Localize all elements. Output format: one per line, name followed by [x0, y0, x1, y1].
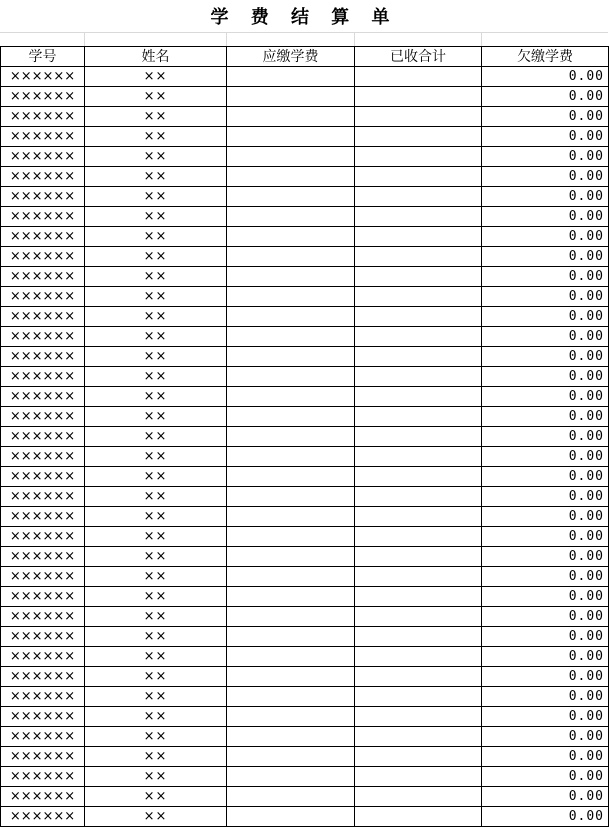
- cell-received-total: [355, 307, 482, 327]
- cell-fee-due: [227, 687, 355, 707]
- cell-owed-fee: 0.00: [482, 627, 609, 647]
- cell-fee-due: [227, 607, 355, 627]
- cell-received-total: [355, 227, 482, 247]
- cell-name: ××: [85, 227, 227, 247]
- cell-owed-fee: 0.00: [482, 767, 609, 787]
- table-row: [1, 347, 609, 367]
- table-row: [1, 407, 609, 427]
- cell-name: ××: [85, 187, 227, 207]
- cell-name: ××: [85, 67, 227, 87]
- cell-owed-fee: 0.00: [482, 247, 609, 267]
- table-row: [1, 467, 609, 487]
- cell-student-id: ××××××: [1, 347, 85, 367]
- cell-name: ××: [85, 407, 227, 427]
- fee-table: [0, 46, 609, 827]
- cell-received-total: [355, 67, 482, 87]
- cell-student-id: ××××××: [1, 107, 85, 127]
- table-row: [1, 587, 609, 607]
- cell-name: ××: [85, 387, 227, 407]
- cell-owed-fee: 0.00: [482, 567, 609, 587]
- table-row: [1, 207, 609, 227]
- cell-owed-fee: 0.00: [482, 267, 609, 287]
- cell-received-total: [355, 687, 482, 707]
- cell-student-id: ××××××: [1, 707, 85, 727]
- cell-name: ××: [85, 147, 227, 167]
- table-row: [1, 787, 609, 807]
- cell-received-total: [355, 407, 482, 427]
- cell-name: ××: [85, 467, 227, 487]
- table-row: [1, 287, 609, 307]
- header-fee-due: 应缴学费: [227, 47, 355, 67]
- table-row: [1, 107, 609, 127]
- table-row: [1, 707, 609, 727]
- table-row: [1, 147, 609, 167]
- cell-name: ××: [85, 427, 227, 447]
- header-student-id: 学号: [1, 47, 85, 67]
- cell-name: ××: [85, 107, 227, 127]
- cell-owed-fee: 0.00: [482, 367, 609, 387]
- cell-student-id: ××××××: [1, 487, 85, 507]
- cell-owed-fee: 0.00: [482, 187, 609, 207]
- cell-student-id: ××××××: [1, 507, 85, 527]
- cell-owed-fee: 0.00: [482, 287, 609, 307]
- cell-fee-due: [227, 527, 355, 547]
- cell-received-total: [355, 547, 482, 567]
- cell-fee-due: [227, 467, 355, 487]
- table-row: [1, 807, 609, 827]
- cell-fee-due: [227, 267, 355, 287]
- table-row: [1, 267, 609, 287]
- cell-name: ××: [85, 367, 227, 387]
- cell-owed-fee: 0.00: [482, 307, 609, 327]
- cell-fee-due: [227, 587, 355, 607]
- cell-received-total: [355, 647, 482, 667]
- cell-owed-fee: 0.00: [482, 527, 609, 547]
- cell-fee-due: [227, 107, 355, 127]
- cell-name: ××: [85, 87, 227, 107]
- cell-fee-due: [227, 807, 355, 827]
- cell-student-id: ××××××: [1, 267, 85, 287]
- cell-received-total: [355, 347, 482, 367]
- cell-received-total: [355, 287, 482, 307]
- cell-student-id: ××××××: [1, 607, 85, 627]
- cell-student-id: ××××××: [1, 367, 85, 387]
- cell-student-id: ××××××: [1, 567, 85, 587]
- cell-name: ××: [85, 347, 227, 367]
- table-row: [1, 727, 609, 747]
- cell-owed-fee: 0.00: [482, 387, 609, 407]
- table-row: [1, 67, 609, 87]
- header-row: [1, 47, 609, 67]
- cell-owed-fee: 0.00: [482, 647, 609, 667]
- cell-received-total: [355, 727, 482, 747]
- table-row: [1, 427, 609, 447]
- cell-owed-fee: 0.00: [482, 547, 609, 567]
- cell-fee-due: [227, 387, 355, 407]
- cell-owed-fee: 0.00: [482, 327, 609, 347]
- cell-fee-due: [227, 327, 355, 347]
- cell-received-total: [355, 207, 482, 227]
- cell-name: ××: [85, 727, 227, 747]
- cell-fee-due: [227, 487, 355, 507]
- table-row: [1, 567, 609, 587]
- cell-student-id: ××××××: [1, 127, 85, 147]
- cell-name: ××: [85, 507, 227, 527]
- cell-student-id: ××××××: [1, 327, 85, 347]
- cell-fee-due: [227, 187, 355, 207]
- header-name: 姓名: [85, 47, 227, 67]
- cell-student-id: ××××××: [1, 767, 85, 787]
- cell-fee-due: [227, 707, 355, 727]
- cell-fee-due: [227, 767, 355, 787]
- table-row: [1, 627, 609, 647]
- cell-owed-fee: 0.00: [482, 787, 609, 807]
- cell-received-total: [355, 327, 482, 347]
- cell-fee-due: [227, 407, 355, 427]
- header-received-total: 已收合计: [355, 47, 482, 67]
- cell-student-id: ××××××: [1, 587, 85, 607]
- cell-received-total: [355, 787, 482, 807]
- cell-student-id: ××××××: [1, 547, 85, 567]
- cell-received-total: [355, 387, 482, 407]
- cell-owed-fee: 0.00: [482, 707, 609, 727]
- cell-owed-fee: 0.00: [482, 347, 609, 367]
- cell-student-id: ××××××: [1, 787, 85, 807]
- cell-student-id: ××××××: [1, 647, 85, 667]
- cell-received-total: [355, 607, 482, 627]
- table-row: [1, 647, 609, 667]
- cell-student-id: ××××××: [1, 627, 85, 647]
- cell-owed-fee: 0.00: [482, 727, 609, 747]
- cell-student-id: ××××××: [1, 807, 85, 827]
- cell-fee-due: [227, 347, 355, 367]
- cell-fee-due: [227, 167, 355, 187]
- cell-name: ××: [85, 247, 227, 267]
- cell-received-total: [355, 747, 482, 767]
- cell-student-id: ××××××: [1, 67, 85, 87]
- cell-fee-due: [227, 787, 355, 807]
- cell-fee-due: [227, 627, 355, 647]
- cell-name: ××: [85, 487, 227, 507]
- cell-owed-fee: 0.00: [482, 467, 609, 487]
- table-row: [1, 547, 609, 567]
- table-row: [1, 367, 609, 387]
- cell-received-total: [355, 247, 482, 267]
- cell-name: ××: [85, 647, 227, 667]
- cell-fee-due: [227, 207, 355, 227]
- cell-received-total: [355, 367, 482, 387]
- cell-fee-due: [227, 247, 355, 267]
- cell-owed-fee: 0.00: [482, 747, 609, 767]
- cell-fee-due: [227, 67, 355, 87]
- cell-name: ××: [85, 327, 227, 347]
- cell-name: ××: [85, 707, 227, 727]
- cell-student-id: ××××××: [1, 247, 85, 267]
- table-row: [1, 447, 609, 467]
- cell-owed-fee: 0.00: [482, 407, 609, 427]
- cell-student-id: ××××××: [1, 407, 85, 427]
- cell-name: ××: [85, 747, 227, 767]
- cell-student-id: ××××××: [1, 527, 85, 547]
- cell-name: ××: [85, 167, 227, 187]
- cell-name: ××: [85, 527, 227, 547]
- cell-name: ××: [85, 547, 227, 567]
- cell-fee-due: [227, 427, 355, 447]
- cell-owed-fee: 0.00: [482, 667, 609, 687]
- table-row: [1, 487, 609, 507]
- table-row: [1, 527, 609, 547]
- cell-owed-fee: 0.00: [482, 447, 609, 467]
- cell-fee-due: [227, 647, 355, 667]
- cell-received-total: [355, 567, 482, 587]
- cell-student-id: ××××××: [1, 167, 85, 187]
- cell-received-total: [355, 147, 482, 167]
- cell-received-total: [355, 427, 482, 447]
- document-title: 学 费 结 算 单: [210, 7, 398, 28]
- cell-fee-due: [227, 567, 355, 587]
- cell-name: ××: [85, 587, 227, 607]
- table-row: [1, 127, 609, 147]
- table-row: [1, 387, 609, 407]
- cell-name: ××: [85, 207, 227, 227]
- cell-received-total: [355, 807, 482, 827]
- cell-name: ××: [85, 687, 227, 707]
- table-row: [1, 507, 609, 527]
- cell-owed-fee: 0.00: [482, 67, 609, 87]
- gridline: [226, 32, 227, 46]
- table-row: [1, 167, 609, 187]
- cell-owed-fee: 0.00: [482, 607, 609, 627]
- table-row: [1, 767, 609, 787]
- table-row: [1, 227, 609, 247]
- cell-received-total: [355, 167, 482, 187]
- table-row: [1, 687, 609, 707]
- cell-name: ××: [85, 307, 227, 327]
- cell-owed-fee: 0.00: [482, 107, 609, 127]
- cell-student-id: ××××××: [1, 387, 85, 407]
- cell-received-total: [355, 627, 482, 647]
- cell-student-id: ××××××: [1, 287, 85, 307]
- table-row: [1, 327, 609, 347]
- cell-student-id: ××××××: [1, 87, 85, 107]
- cell-received-total: [355, 587, 482, 607]
- table-row: [1, 187, 609, 207]
- cell-student-id: ××××××: [1, 727, 85, 747]
- cell-student-id: ××××××: [1, 207, 85, 227]
- cell-fee-due: [227, 307, 355, 327]
- cell-student-id: ××××××: [1, 667, 85, 687]
- cell-name: ××: [85, 667, 227, 687]
- cell-owed-fee: 0.00: [482, 587, 609, 607]
- cell-student-id: ××××××: [1, 227, 85, 247]
- gridline: [481, 32, 482, 46]
- cell-owed-fee: 0.00: [482, 807, 609, 827]
- cell-received-total: [355, 487, 482, 507]
- cell-fee-due: [227, 507, 355, 527]
- cell-owed-fee: 0.00: [482, 427, 609, 447]
- cell-name: ××: [85, 287, 227, 307]
- cell-name: ××: [85, 627, 227, 647]
- cell-fee-due: [227, 727, 355, 747]
- cell-fee-due: [227, 667, 355, 687]
- cell-received-total: [355, 267, 482, 287]
- table-row: [1, 307, 609, 327]
- blank-spacer-row: [0, 32, 608, 47]
- cell-student-id: ××××××: [1, 687, 85, 707]
- cell-received-total: [355, 707, 482, 727]
- cell-fee-due: [227, 127, 355, 147]
- cell-name: ××: [85, 787, 227, 807]
- cell-student-id: ××××××: [1, 427, 85, 447]
- cell-name: ××: [85, 127, 227, 147]
- cell-received-total: [355, 507, 482, 527]
- cell-name: ××: [85, 267, 227, 287]
- cell-fee-due: [227, 547, 355, 567]
- table-row: [1, 747, 609, 767]
- header-owed-fee: 欠缴学费: [482, 47, 609, 67]
- cell-fee-due: [227, 747, 355, 767]
- cell-owed-fee: 0.00: [482, 87, 609, 107]
- cell-fee-due: [227, 447, 355, 467]
- table-row: [1, 87, 609, 107]
- cell-received-total: [355, 467, 482, 487]
- cell-owed-fee: 0.00: [482, 487, 609, 507]
- cell-student-id: ××××××: [1, 447, 85, 467]
- cell-fee-due: [227, 87, 355, 107]
- cell-received-total: [355, 187, 482, 207]
- cell-name: ××: [85, 607, 227, 627]
- cell-received-total: [355, 447, 482, 467]
- cell-fee-due: [227, 227, 355, 247]
- table-body: [1, 67, 609, 827]
- cell-owed-fee: 0.00: [482, 127, 609, 147]
- cell-received-total: [355, 107, 482, 127]
- gridline: [84, 32, 85, 46]
- cell-owed-fee: 0.00: [482, 507, 609, 527]
- cell-received-total: [355, 87, 482, 107]
- cell-owed-fee: 0.00: [482, 207, 609, 227]
- cell-received-total: [355, 767, 482, 787]
- cell-owed-fee: 0.00: [482, 147, 609, 167]
- cell-name: ××: [85, 567, 227, 587]
- cell-received-total: [355, 667, 482, 687]
- table-row: [1, 247, 609, 267]
- cell-owed-fee: 0.00: [482, 227, 609, 247]
- cell-received-total: [355, 127, 482, 147]
- cell-student-id: ××××××: [1, 467, 85, 487]
- cell-student-id: ××××××: [1, 747, 85, 767]
- cell-name: ××: [85, 767, 227, 787]
- cell-fee-due: [227, 367, 355, 387]
- cell-student-id: ××××××: [1, 307, 85, 327]
- cell-owed-fee: 0.00: [482, 167, 609, 187]
- gridline: [354, 32, 355, 46]
- cell-student-id: ××××××: [1, 187, 85, 207]
- cell-fee-due: [227, 147, 355, 167]
- cell-received-total: [355, 527, 482, 547]
- cell-owed-fee: 0.00: [482, 687, 609, 707]
- cell-fee-due: [227, 287, 355, 307]
- table-row: [1, 667, 609, 687]
- cell-name: ××: [85, 447, 227, 467]
- cell-student-id: ××××××: [1, 147, 85, 167]
- table-row: [1, 607, 609, 627]
- cell-name: ××: [85, 807, 227, 827]
